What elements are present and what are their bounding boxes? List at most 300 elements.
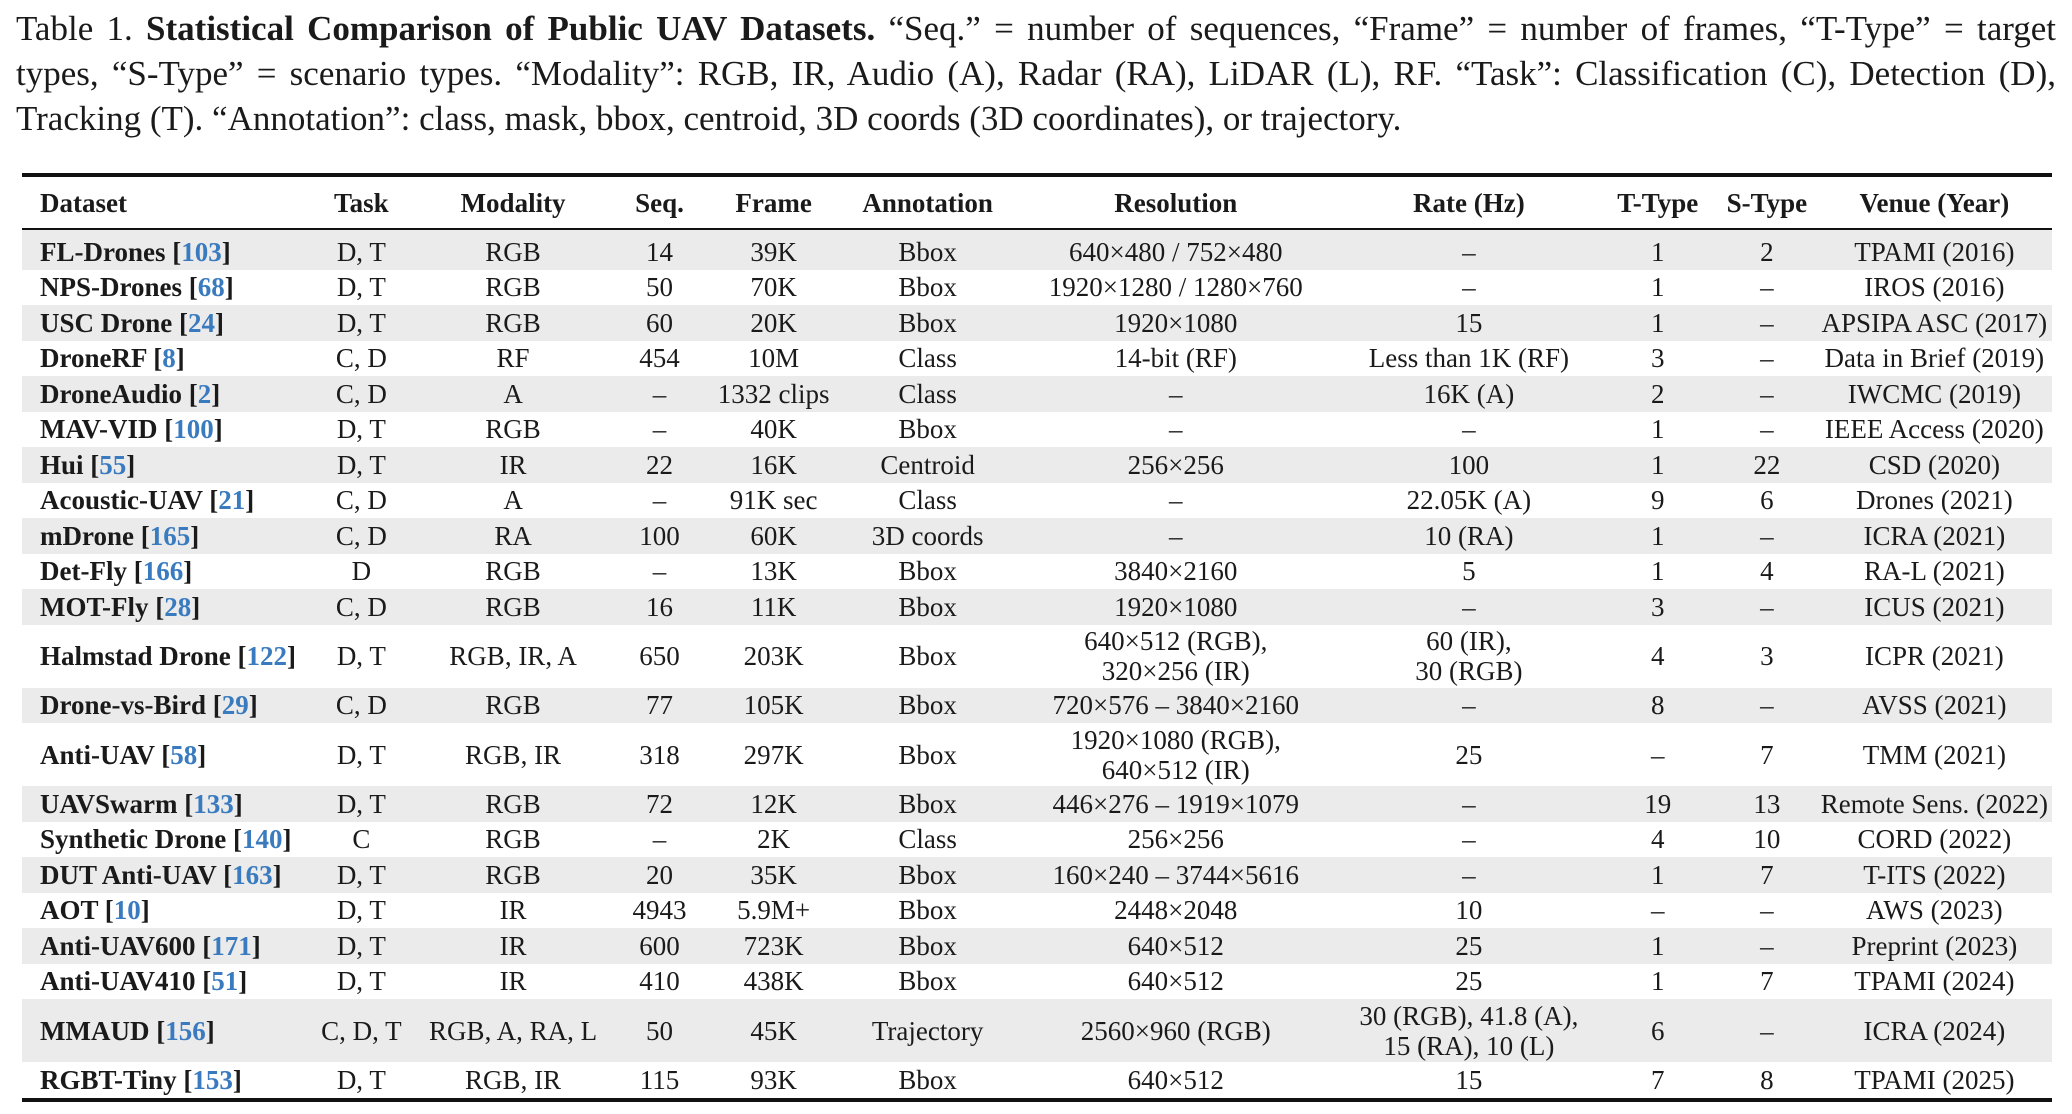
cell-venue: AWS (2023) [1866, 895, 2003, 926]
cell-seq: 100 [615, 518, 704, 554]
cell-ttype: 2 [1598, 376, 1717, 412]
cell-modality: RF [496, 343, 530, 374]
citation-link[interactable]: 165 [149, 520, 191, 551]
cell-task: C, D [335, 343, 387, 374]
resolution-line: 2560×960 (RGB) [1080, 1015, 1271, 1046]
cell-venue: TPAMI (2016) [1817, 229, 2052, 270]
resolution-line: 1920×1280 / 1280×760 [1048, 272, 1303, 303]
cell-seq: 4943 [632, 895, 687, 926]
citation-link[interactable]: 29 [221, 690, 249, 721]
cell-venue: ICUS (2021) [1817, 589, 2052, 625]
cell-task: C, D [335, 485, 387, 516]
cell-seq: 22 [615, 447, 704, 483]
cell-dataset: AOT [10] [40, 895, 150, 926]
cell-modality: RGB [485, 272, 541, 303]
cell-rate [1340, 341, 1599, 377]
cell-frame: 11K [704, 589, 843, 625]
cell-dataset: Det-Fly [166] [40, 556, 193, 587]
resolution-line: 640×480 / 752×480 [1069, 236, 1283, 267]
cell-annotation: Bbox [843, 229, 1012, 270]
cell-stype: 22 [1717, 447, 1817, 483]
cell-resolution [1012, 786, 1339, 822]
header-annotation: Annotation [843, 175, 1012, 229]
cell-venue: APSIPA ASC (2017) [1817, 305, 2052, 341]
cell-stype: 13 [1717, 786, 1817, 822]
cell-task: C [352, 824, 371, 855]
cell-resolution [1012, 447, 1339, 483]
cell-frame: 12K [704, 786, 843, 822]
citation-link[interactable]: 133 [193, 788, 234, 819]
cell-annotation: Bbox [898, 556, 957, 587]
resolution-line: 256×256 [1127, 449, 1224, 480]
rate-line: 15 [1455, 1064, 1483, 1095]
cell-modality: IR [499, 966, 527, 997]
table-row [22, 625, 2052, 688]
cell-seq: 72 [615, 786, 704, 822]
cell-annotation: Bbox [843, 786, 1012, 822]
dataset-name: DroneRF [40, 343, 147, 374]
citation-link[interactable]: 51 [211, 966, 239, 997]
cell-modality: IR [411, 928, 615, 964]
table-row [22, 786, 2052, 822]
cell-resolution [1012, 1062, 1339, 1100]
cell-seq: 115 [639, 1064, 680, 1095]
table-row [22, 518, 2052, 554]
dataset-name: RGBT-Tiny [40, 1064, 177, 1095]
cell-modality: RGB, IR [465, 1064, 562, 1095]
rate-line: 10 [1455, 895, 1483, 926]
cell-seq: – [652, 556, 667, 587]
dataset-name: Synthetic Drone [40, 824, 227, 855]
cell-resolution [1012, 857, 1339, 893]
cell-stype: – [1717, 376, 1817, 412]
cell-stype: – [1717, 688, 1817, 724]
cell-stype: – [1717, 305, 1817, 341]
citation-link[interactable]: 10 [113, 895, 141, 926]
header-frame: Frame [704, 175, 843, 229]
cell-resolution [1012, 964, 1339, 1000]
cell-ttype: – [1650, 895, 1665, 926]
cell-dataset: MOT-Fly [28] [22, 589, 312, 625]
cell-frame: 723K [704, 928, 843, 964]
resolution-line: 640×512 (IR) [1101, 754, 1250, 785]
cell-rate [1340, 447, 1599, 483]
header-stype: S-Type [1717, 175, 1817, 229]
cell-stype: 2 [1717, 229, 1817, 270]
dataset-name: MAV-VID [40, 414, 158, 445]
dataset-name: DUT Anti-UAV [40, 859, 217, 890]
cell-resolution [1012, 999, 1339, 1062]
resolution-line: 640×512 (RGB), [1084, 626, 1268, 656]
resolution-line: – [1169, 485, 1183, 516]
cell-rate [1340, 625, 1599, 688]
resolution-line: 1920×1080 [1114, 591, 1238, 622]
table-row [22, 483, 2052, 519]
cell-frame: 13K [750, 556, 797, 587]
table-row [22, 589, 2052, 625]
cell-venue: ICRA (2021) [1817, 518, 2052, 554]
cell-dataset: Halmstad Drone [122] [40, 641, 297, 671]
cell-task: C, D [312, 589, 412, 625]
cell-rate [1340, 483, 1599, 519]
table-row [22, 305, 2052, 341]
dataset-name: MMAUD [40, 1015, 150, 1046]
dataset-name: Acoustic-UAV [40, 485, 203, 516]
cell-modality: RGB [411, 229, 615, 270]
cell-annotation: Bbox [898, 895, 957, 926]
rate-line: 25 [1455, 930, 1483, 961]
cell-task: D, T [336, 641, 386, 671]
citation-link[interactable]: 156 [165, 1015, 206, 1046]
cell-frame: 35K [704, 857, 843, 893]
cell-modality: RGB [411, 786, 615, 822]
cell-task: C, D [312, 688, 412, 724]
cell-venue: IEEE Access (2020) [1824, 414, 2044, 445]
rate-line: 16K (A) [1423, 378, 1515, 409]
cell-frame: 105K [704, 688, 843, 724]
cell-frame: 438K [743, 966, 804, 997]
resolution-line: – [1169, 520, 1183, 551]
citation-link[interactable]: 2 [197, 378, 212, 409]
cell-stype: – [1717, 928, 1817, 964]
cell-task: D, T [312, 857, 412, 893]
caption-title: Statistical Comparison of Public UAV Datasets. [146, 9, 876, 48]
cell-ttype: 6 [1598, 999, 1717, 1062]
table-row [22, 723, 2052, 786]
cell-task: D, T [336, 1064, 386, 1095]
cell-task: C, D [312, 518, 412, 554]
dataset-name: Anti-UAV600 [40, 930, 196, 961]
dataset-name: Det-Fly [40, 556, 127, 587]
cell-venue: ICRA (2024) [1817, 999, 2052, 1062]
cell-ttype: 7 [1650, 1064, 1665, 1095]
cell-rate [1340, 518, 1599, 554]
cell-task: D, T [336, 414, 386, 445]
cell-seq: 14 [615, 229, 704, 270]
caption-text: “Seq.” = number of sequences, “Frame” = number of frames, “T-Type” = target types, “S-Type” = scenario types. “Modality”: RGB, IR, Audio (A), Radar (RA), LiDAR (L), RF. “Task”: Classification (C), Detection (D), Tracking (T). “Annotation”: class, mask, bbox, centroid, 3D coords (3D coordinates), or trajectory. [16, 9, 2057, 138]
cell-venue: Preprint (2023) [1817, 928, 2052, 964]
cell-task: D, T [312, 447, 412, 483]
cell-annotation: Bbox [843, 589, 1012, 625]
header-modality: Modality [411, 175, 615, 229]
cell-frame: 40K [750, 414, 797, 445]
citation-link[interactable]: 153 [192, 1064, 233, 1095]
cell-seq: 600 [615, 928, 704, 964]
resolution-line: 640×512 [1127, 930, 1224, 961]
cell-modality: A [503, 485, 523, 516]
cell-annotation: Bbox [843, 857, 1012, 893]
cell-seq: – [652, 485, 667, 516]
cell-task: D [351, 556, 372, 587]
cell-frame: 39K [704, 229, 843, 270]
cell-venue: TMM (2021) [1862, 739, 2006, 770]
cell-annotation: Bbox [843, 305, 1012, 341]
cell-resolution [1012, 822, 1339, 858]
cell-seq: 50 [646, 272, 673, 303]
cell-dataset: MAV-VID [100] [40, 414, 223, 445]
citation-link[interactable]: 55 [99, 449, 127, 480]
rate-line: – [1462, 591, 1476, 622]
table-row [22, 928, 2052, 964]
cell-resolution [1012, 625, 1339, 688]
cell-stype: 10 [1753, 824, 1781, 855]
cell-frame: 10M [748, 343, 800, 374]
cell-dataset: mDrone [165] [22, 518, 312, 554]
resolution-line: 1920×1080 [1114, 307, 1238, 338]
cell-resolution [1012, 229, 1339, 270]
cell-venue: Remote Sens. (2022) [1817, 786, 2052, 822]
cell-dataset: Drone-vs-Bird [29] [22, 688, 312, 724]
rate-line: Less than 1K (RF) [1368, 343, 1570, 374]
cell-ttype: 1 [1650, 272, 1665, 303]
cell-stype: – [1717, 999, 1817, 1062]
cell-resolution [1012, 589, 1339, 625]
cell-modality: RGB [485, 824, 541, 855]
cell-modality: RGB [411, 305, 615, 341]
rate-line: 22.05K (A) [1406, 485, 1532, 516]
cell-dataset: RGBT-Tiny [153] [40, 1064, 242, 1095]
resolution-line: 320×256 (IR) [1101, 656, 1250, 686]
table-header [22, 175, 2052, 229]
table-body [22, 229, 2052, 1100]
cell-seq: 454 [639, 343, 680, 374]
citation-link[interactable]: 68 [197, 272, 225, 303]
cell-venue: IROS (2016) [1864, 272, 2005, 303]
citation-link[interactable]: 21 [218, 485, 246, 516]
caption-label: Table 1. [16, 9, 133, 48]
dataset-name: NPS-Drones [40, 272, 183, 303]
resolution-line: 640×512 [1127, 966, 1224, 997]
cell-annotation: Bbox [898, 272, 957, 303]
rate-line: – [1462, 236, 1476, 267]
cell-frame: 91K sec [729, 485, 818, 516]
cell-modality: RA [411, 518, 615, 554]
cell-dataset: Anti-UAV410 [51] [40, 966, 248, 997]
cell-resolution [1012, 928, 1339, 964]
resolution-line: 14-bit (RF) [1114, 343, 1237, 374]
cell-rate [1340, 857, 1599, 893]
table-row [22, 857, 2052, 893]
rate-line: – [1462, 824, 1476, 855]
table-row [22, 893, 2052, 929]
cell-venue: TPAMI (2024) [1854, 966, 2015, 997]
cell-modality: IR [411, 447, 615, 483]
cell-ttype: – [1650, 739, 1665, 770]
resolution-line: – [1169, 378, 1183, 409]
resolution-line: 3840×2160 [1114, 556, 1238, 587]
table-row [22, 964, 2052, 1000]
cell-ttype: 1 [1650, 966, 1665, 997]
cell-ttype: 1 [1598, 229, 1717, 270]
cell-seq: 650 [639, 641, 680, 671]
cell-rate [1340, 893, 1599, 929]
table-row [22, 999, 2052, 1062]
cell-stype: 3 [1760, 641, 1774, 671]
cell-seq: 16 [615, 589, 704, 625]
citation-link[interactable]: 28 [164, 591, 192, 622]
cell-stype: 7 [1760, 966, 1774, 997]
cell-annotation: Bbox [898, 739, 957, 770]
resolution-line: 446×276 – 1919×1079 [1052, 788, 1300, 819]
rate-line: 5 [1462, 556, 1476, 587]
cell-rate [1340, 723, 1599, 786]
cell-ttype: 1 [1598, 518, 1717, 554]
cell-task: C, D [312, 376, 412, 412]
cell-seq: 20 [615, 857, 704, 893]
cell-seq: 318 [639, 739, 680, 770]
table-row [22, 688, 2052, 724]
citation-link[interactable]: 171 [211, 930, 252, 961]
cell-rate [1340, 964, 1599, 1000]
cell-ttype: 3 [1650, 343, 1665, 374]
cell-task: D, T [336, 895, 386, 926]
cell-ttype: 3 [1598, 589, 1717, 625]
cell-task: D, T [336, 739, 386, 770]
resolution-line: – [1169, 414, 1183, 445]
cell-annotation: Trajectory [843, 999, 1012, 1062]
cell-annotation: Bbox [898, 1064, 957, 1095]
rate-line: 60 (IR), [1426, 626, 1512, 656]
header-venue: Venue (Year) [1817, 175, 2052, 229]
header-seq: Seq. [615, 175, 704, 229]
cell-stype: 4 [1760, 556, 1774, 587]
header-rate: Rate (Hz) [1340, 175, 1599, 229]
cell-modality: IR [499, 895, 527, 926]
cell-modality: RGB, A, RA, L [411, 999, 615, 1062]
header-dataset: Dataset [22, 175, 312, 229]
cell-resolution [1012, 412, 1339, 448]
cell-stype: – [1760, 414, 1774, 445]
cell-rate [1340, 412, 1599, 448]
cell-annotation: Bbox [898, 414, 957, 445]
cell-frame: 60K [704, 518, 843, 554]
cell-annotation: Class [898, 485, 957, 516]
cell-modality: RGB [485, 556, 541, 587]
table-row [22, 229, 2052, 270]
resolution-line: 2448×2048 [1114, 895, 1238, 926]
rate-line: 30 (RGB), 41.8 (A), [1359, 1000, 1579, 1031]
cell-annotation: Class [898, 343, 957, 374]
cell-stype: – [1717, 518, 1817, 554]
cell-venue: IWCMC (2019) [1817, 376, 2052, 412]
rate-line: – [1462, 272, 1476, 303]
cell-dataset: FL-Drones [103] [22, 229, 312, 270]
cell-rate [1340, 376, 1599, 412]
cell-ttype: 1 [1598, 857, 1717, 893]
resolution-line: 256×256 [1127, 824, 1224, 855]
cell-resolution [1012, 518, 1339, 554]
cell-dataset: MMAUD [156] [22, 999, 312, 1062]
cell-resolution [1012, 688, 1339, 724]
cell-ttype: 1 [1598, 928, 1717, 964]
cell-stype: 7 [1760, 739, 1774, 770]
cell-task: D, T [312, 786, 412, 822]
cell-rate [1340, 688, 1599, 724]
dataset-name: AOT [40, 895, 99, 926]
cell-stype: 7 [1717, 857, 1817, 893]
cell-ttype: 8 [1598, 688, 1717, 724]
cell-task: D, T [336, 966, 386, 997]
cell-resolution [1012, 554, 1339, 590]
cell-resolution [1012, 341, 1339, 377]
cell-rate [1340, 999, 1599, 1062]
table-row [22, 270, 2052, 306]
cell-resolution [1012, 305, 1339, 341]
cell-rate [1340, 305, 1599, 341]
cell-dataset: Acoustic-UAV [21] [40, 485, 255, 516]
rate-line: – [1462, 859, 1476, 890]
citation-link[interactable]: 100 [173, 414, 214, 445]
dataset-name: FL-Drones [40, 236, 166, 267]
cell-resolution [1012, 270, 1339, 306]
cell-dataset: DUT Anti-UAV [163] [22, 857, 312, 893]
cell-stype: 8 [1760, 1064, 1774, 1095]
cell-dataset: USC Drone [24] [22, 305, 312, 341]
cell-frame: 16K [704, 447, 843, 483]
cell-modality: RGB [485, 414, 541, 445]
cell-stype: – [1760, 272, 1774, 303]
cell-frame: 203K [743, 641, 804, 671]
dataset-name: USC Drone [40, 307, 173, 338]
header-resolution: Resolution [1012, 175, 1339, 229]
cell-modality: RGB [411, 589, 615, 625]
dataset-name: Halmstad Drone [40, 641, 231, 671]
table-caption [16, 6, 2056, 141]
resolution-line: 1920×1080 (RGB), [1070, 724, 1281, 755]
cell-rate [1340, 589, 1599, 625]
cell-frame: 1332 clips [704, 376, 843, 412]
citation-link[interactable]: 140 [242, 824, 283, 855]
citation-link[interactable]: 163 [232, 859, 273, 890]
cell-venue: Data in Brief (2019) [1824, 343, 2045, 374]
cell-seq: 77 [615, 688, 704, 724]
citation-link[interactable]: 103 [181, 236, 222, 267]
header-ttype: T-Type [1598, 175, 1717, 229]
cell-ttype: 1 [1650, 556, 1665, 587]
resolution-line: 160×240 – 3744×5616 [1052, 859, 1300, 890]
cell-rate [1340, 229, 1599, 270]
dataset-name: DroneAudio [40, 378, 183, 409]
cell-modality: RGB, IR [465, 739, 562, 770]
cell-rate [1340, 822, 1599, 858]
header-task: Task [312, 175, 412, 229]
table-row [22, 341, 2052, 377]
citation-link[interactable]: 166 [142, 556, 184, 587]
cell-annotation: Centroid [843, 447, 1012, 483]
cell-modality: RGB, IR, A [449, 641, 577, 671]
dataset-name: Anti-UAV410 [40, 966, 196, 997]
rate-line: – [1462, 414, 1476, 445]
cell-annotation: Bbox [843, 688, 1012, 724]
citation-link[interactable]: 58 [170, 739, 198, 770]
cell-stype: – [1717, 589, 1817, 625]
dataset-name: Drone-vs-Bird [40, 690, 206, 721]
citation-link[interactable]: 122 [246, 641, 288, 671]
citation-link[interactable]: 24 [188, 307, 216, 338]
cell-venue: Drones (2021) [1855, 485, 2013, 516]
cell-rate [1340, 786, 1599, 822]
cell-dataset: DroneAudio [2] [22, 376, 312, 412]
citation-link[interactable]: 8 [162, 343, 176, 374]
table-row [22, 447, 2052, 483]
cell-frame: 93K [750, 1064, 797, 1095]
cell-ttype: 4 [1650, 824, 1665, 855]
cell-annotation: Bbox [898, 641, 957, 671]
rate-line: 25 [1455, 966, 1483, 997]
cell-seq: – [652, 824, 667, 855]
rate-line: 100 [1448, 449, 1490, 480]
cell-ttype: 4 [1650, 641, 1665, 671]
